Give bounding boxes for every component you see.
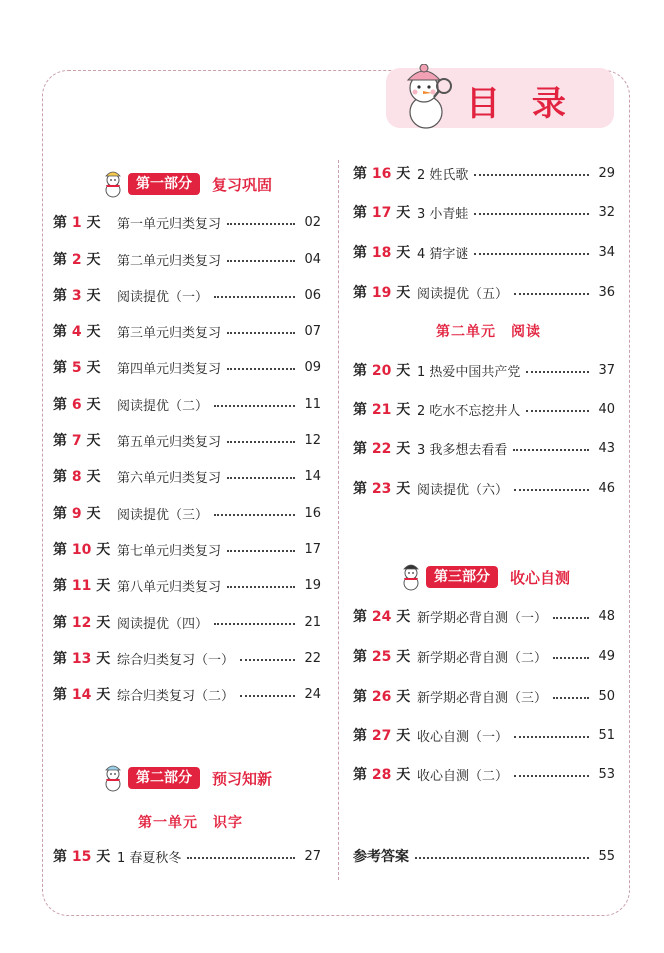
day-suffix: 天 <box>96 651 111 667</box>
day-suffix: 天 <box>86 469 101 485</box>
page-number: 51 <box>598 727 615 743</box>
entry-title: 2 吃水不忘挖井人 <box>417 403 521 419</box>
page-number: 49 <box>598 648 615 664</box>
toc-entry[interactable] <box>353 281 615 303</box>
toc-entry[interactable] <box>353 724 615 746</box>
day-label <box>353 606 417 626</box>
entry-title: 阅读提优（四） <box>117 616 209 632</box>
toc-entry[interactable] <box>353 162 615 184</box>
day-prefix: 第 <box>353 609 367 625</box>
entry-title: 阅读提优（三） <box>117 507 209 523</box>
day-number: 4 <box>71 324 82 340</box>
day-label <box>353 438 417 458</box>
page-number: 55 <box>598 848 615 864</box>
day-suffix: 天 <box>86 252 101 268</box>
toc-entry[interactable] <box>353 605 615 627</box>
entry-title: 第一单元归类复习 <box>117 216 222 232</box>
entry-title: 阅读提优（五） <box>417 286 509 302</box>
day-suffix: 天 <box>86 433 101 449</box>
page-number: 07 <box>304 323 321 339</box>
page-number: 02 <box>304 214 321 230</box>
day-number: 6 <box>71 397 82 413</box>
day-suffix: 天 <box>96 849 111 865</box>
day-prefix: 第 <box>353 285 367 301</box>
toc-entry[interactable] <box>53 356 321 378</box>
day-prefix: 第 <box>353 205 367 221</box>
toc-entry[interactable] <box>53 538 321 560</box>
leader-dots <box>526 410 589 412</box>
day-label <box>353 202 417 222</box>
day-label <box>353 478 417 498</box>
day-number: 17 <box>371 205 392 221</box>
day-number: 28 <box>371 767 392 783</box>
leader-dots <box>240 659 295 661</box>
day-number: 3 <box>71 288 82 304</box>
day-suffix: 天 <box>86 215 101 231</box>
entry-title: 2 姓氏歌 <box>417 167 469 183</box>
part-two-header <box>100 764 272 792</box>
day-number: 16 <box>371 166 392 182</box>
day-suffix: 天 <box>86 506 101 522</box>
toc-entry[interactable] <box>353 437 615 459</box>
leader-dots <box>474 253 589 255</box>
part-pill: 第三部分 <box>426 566 498 588</box>
day-label <box>353 399 417 419</box>
day-number: 22 <box>371 441 392 457</box>
part-title: 预习知新 <box>212 769 273 788</box>
snowman-icon <box>398 563 424 591</box>
day-label <box>353 242 417 262</box>
day-suffix: 天 <box>96 615 111 631</box>
page-number: 16 <box>304 505 321 521</box>
part-one-header <box>100 170 272 198</box>
leader-dots <box>227 223 295 225</box>
entry-title: 第七单元归类复习 <box>117 543 222 559</box>
toc-entry[interactable] <box>53 393 321 415</box>
day-label <box>353 686 417 706</box>
page-number: 21 <box>304 614 321 630</box>
page-number: 29 <box>598 165 615 181</box>
entry-title: 1 热爱中国共产党 <box>417 364 521 380</box>
day-number: 20 <box>371 363 392 379</box>
day-prefix: 第 <box>353 649 367 665</box>
day-number: 21 <box>371 402 392 418</box>
entry-title: 第五单元归类复习 <box>117 434 222 450</box>
day-number: 11 <box>71 578 92 594</box>
part-title: 复习巩固 <box>212 175 273 194</box>
snowman-icon <box>100 170 126 198</box>
day-label <box>53 503 117 523</box>
day-prefix: 第 <box>53 651 67 667</box>
part-pill: 第二部分 <box>128 767 200 789</box>
entry-title: 4 猜字谜 <box>417 246 469 262</box>
entry-title: 第四单元归类复习 <box>117 361 222 377</box>
day-suffix: 天 <box>396 402 411 418</box>
day-prefix: 第 <box>53 542 67 558</box>
day-prefix: 第 <box>53 433 67 449</box>
day-number: 13 <box>71 651 92 667</box>
part-pill: 第一部分 <box>128 173 200 195</box>
toc-entry[interactable] <box>53 574 321 596</box>
day-suffix: 天 <box>396 205 411 221</box>
day-label <box>53 539 117 559</box>
day-number: 9 <box>71 506 82 522</box>
day-number: 10 <box>71 542 92 558</box>
entry-title: 阅读提优（六） <box>417 482 509 498</box>
leader-dots <box>214 296 295 298</box>
entry-title: 收心自测（一） <box>417 729 509 745</box>
page-number: 14 <box>304 468 321 484</box>
day-number: 1 <box>71 215 82 231</box>
page-number: 17 <box>304 541 321 557</box>
day-label <box>53 684 117 704</box>
day-number: 19 <box>371 285 392 301</box>
toc-entry[interactable] <box>353 359 615 381</box>
leader-dots <box>514 489 589 491</box>
day-number: 2 <box>71 252 82 268</box>
leader-dots <box>214 514 295 516</box>
day-label <box>53 466 117 486</box>
answers-row[interactable] <box>353 845 615 867</box>
day-suffix: 天 <box>86 324 101 340</box>
toc-entry[interactable] <box>353 763 615 785</box>
entry-title: 综合归类复习（二） <box>117 688 235 704</box>
day-label <box>53 212 117 232</box>
leader-dots <box>415 857 589 859</box>
day-prefix: 第 <box>53 849 67 865</box>
page-number: 53 <box>598 766 615 782</box>
leader-dots <box>514 736 589 738</box>
day-suffix: 天 <box>86 288 101 304</box>
day-prefix: 第 <box>353 402 367 418</box>
day-label <box>53 575 117 595</box>
day-suffix: 天 <box>396 649 411 665</box>
toc-entry[interactable] <box>353 241 615 263</box>
leader-dots <box>227 368 295 370</box>
leader-dots <box>513 449 589 451</box>
leader-dots <box>227 477 295 479</box>
day-prefix: 第 <box>53 578 67 594</box>
snowman-icon <box>394 64 458 130</box>
day-prefix: 第 <box>53 506 67 522</box>
toc-entry[interactable] <box>53 611 321 633</box>
entry-title: 第八单元归类复习 <box>117 579 222 595</box>
day-label <box>353 163 417 183</box>
leader-dots <box>240 695 295 697</box>
day-prefix: 第 <box>353 363 367 379</box>
page-number: 11 <box>304 396 321 412</box>
page-title: 目 录 <box>466 84 576 124</box>
day-number: 12 <box>71 615 92 631</box>
page-number: 46 <box>598 480 615 496</box>
day-suffix: 天 <box>96 578 111 594</box>
page-number: 34 <box>598 244 615 260</box>
day-label <box>53 357 117 377</box>
snowman-icon <box>100 764 126 792</box>
page-number: 09 <box>304 359 321 375</box>
day-suffix: 天 <box>396 166 411 182</box>
day-number: 7 <box>71 433 82 449</box>
day-suffix: 天 <box>96 687 111 703</box>
entry-title: 收心自测（二） <box>417 768 509 784</box>
toc-entry[interactable] <box>53 465 321 487</box>
page-number: 22 <box>304 650 321 666</box>
entry-title: 阅读提优（二） <box>117 398 209 414</box>
unit-header: 第二单元 阅读 <box>436 324 541 340</box>
entry-title: 新学期必背自测（一） <box>417 610 548 626</box>
day-label <box>353 360 417 380</box>
day-prefix: 第 <box>353 441 367 457</box>
day-suffix: 天 <box>86 360 101 376</box>
entry-title: 阅读提优（一） <box>117 289 209 305</box>
day-prefix: 第 <box>53 324 67 340</box>
day-number: 5 <box>71 360 82 376</box>
day-suffix: 天 <box>396 285 411 301</box>
entry-title: 新学期必背自测（二） <box>417 650 548 666</box>
day-number: 8 <box>71 469 82 485</box>
day-suffix: 天 <box>396 689 411 705</box>
toc-entry[interactable] <box>53 429 321 451</box>
page-number: 43 <box>598 440 615 456</box>
day-number: 26 <box>371 689 392 705</box>
day-suffix: 天 <box>396 481 411 497</box>
page-number: 40 <box>598 401 615 417</box>
day-suffix: 天 <box>396 363 411 379</box>
day-suffix: 天 <box>396 767 411 783</box>
toc-entry[interactable] <box>353 685 615 707</box>
day-number: 25 <box>371 649 392 665</box>
day-label <box>53 285 117 305</box>
part-three-header <box>398 563 570 591</box>
day-prefix: 第 <box>353 481 367 497</box>
leader-dots <box>553 657 589 659</box>
day-suffix: 天 <box>396 728 411 744</box>
leader-dots <box>474 213 589 215</box>
day-label <box>53 321 117 341</box>
toc-entry[interactable] <box>53 320 321 342</box>
page-number: 24 <box>304 686 321 702</box>
page-number: 06 <box>304 287 321 303</box>
toc-entry[interactable] <box>353 398 615 420</box>
entry-title: 3 小青蛙 <box>417 206 469 222</box>
day-suffix: 天 <box>396 441 411 457</box>
day-suffix: 天 <box>396 609 411 625</box>
day-prefix: 第 <box>53 615 67 631</box>
day-prefix: 第 <box>353 245 367 261</box>
toc-entry[interactable] <box>53 248 321 270</box>
page-number: 12 <box>304 432 321 448</box>
toc-entry[interactable] <box>53 845 321 867</box>
leader-dots <box>227 260 295 262</box>
day-number: 15 <box>71 849 92 865</box>
column-divider <box>338 160 339 880</box>
leader-dots <box>187 857 295 859</box>
day-prefix: 第 <box>353 166 367 182</box>
page-number: 48 <box>598 608 615 624</box>
day-prefix: 第 <box>53 397 67 413</box>
toc-entry[interactable] <box>53 683 321 705</box>
entry-title: 综合归类复习（一） <box>117 652 235 668</box>
day-number: 23 <box>371 481 392 497</box>
day-label <box>353 646 417 666</box>
toc-entry[interactable] <box>353 645 615 667</box>
day-label <box>53 612 117 632</box>
unit-header: 第一单元 识字 <box>138 815 243 831</box>
page-number: 27 <box>304 848 321 864</box>
day-number: 27 <box>371 728 392 744</box>
day-suffix: 天 <box>86 397 101 413</box>
page-number: 37 <box>598 362 615 378</box>
leader-dots <box>553 697 589 699</box>
day-number: 14 <box>71 687 92 703</box>
page-number: 19 <box>304 577 321 593</box>
leader-dots <box>227 441 295 443</box>
day-prefix: 第 <box>53 687 67 703</box>
leader-dots <box>474 174 589 176</box>
leader-dots <box>514 293 589 295</box>
page-number: 36 <box>598 284 615 300</box>
page-number: 50 <box>598 688 615 704</box>
day-suffix: 天 <box>396 245 411 261</box>
entry-title: 第三单元归类复习 <box>117 325 222 341</box>
page-number: 04 <box>304 251 321 267</box>
day-prefix: 第 <box>353 689 367 705</box>
entry-title: 1 春夏秋冬 <box>117 850 182 866</box>
day-suffix: 天 <box>96 542 111 558</box>
day-label <box>353 764 417 784</box>
day-label <box>53 394 117 414</box>
day-prefix: 第 <box>353 767 367 783</box>
day-label <box>53 249 117 269</box>
toc-entry[interactable] <box>353 201 615 223</box>
toc-entry[interactable] <box>53 284 321 306</box>
day-prefix: 第 <box>53 252 67 268</box>
day-prefix: 第 <box>353 728 367 744</box>
entry-title: 第二单元归类复习 <box>117 253 222 269</box>
leader-dots <box>227 586 295 588</box>
day-number: 18 <box>371 245 392 261</box>
entry-title: 新学期必背自测（三） <box>417 690 548 706</box>
leader-dots <box>553 617 589 619</box>
toc-entry[interactable] <box>53 647 321 669</box>
leader-dots <box>514 775 589 777</box>
day-prefix: 第 <box>53 215 67 231</box>
entry-title: 3 我多想去看看 <box>417 442 508 458</box>
leader-dots <box>214 405 295 407</box>
day-label <box>353 725 417 745</box>
leader-dots <box>526 371 589 373</box>
day-label <box>53 846 117 866</box>
day-prefix: 第 <box>53 360 67 376</box>
answers-label: 参考答案 <box>353 849 409 865</box>
leader-dots <box>214 623 295 625</box>
entry-title: 第六单元归类复习 <box>117 470 222 486</box>
leader-dots <box>227 332 295 334</box>
toc-entry[interactable] <box>353 477 615 499</box>
toc-entry[interactable] <box>53 211 321 233</box>
day-label <box>53 430 117 450</box>
day-prefix: 第 <box>53 469 67 485</box>
leader-dots <box>227 550 295 552</box>
day-number: 24 <box>371 609 392 625</box>
day-prefix: 第 <box>53 288 67 304</box>
part-title: 收心自测 <box>510 568 571 587</box>
page-number: 32 <box>598 204 615 220</box>
day-label <box>353 282 417 302</box>
toc-entry[interactable] <box>53 502 321 524</box>
day-label <box>53 648 117 668</box>
